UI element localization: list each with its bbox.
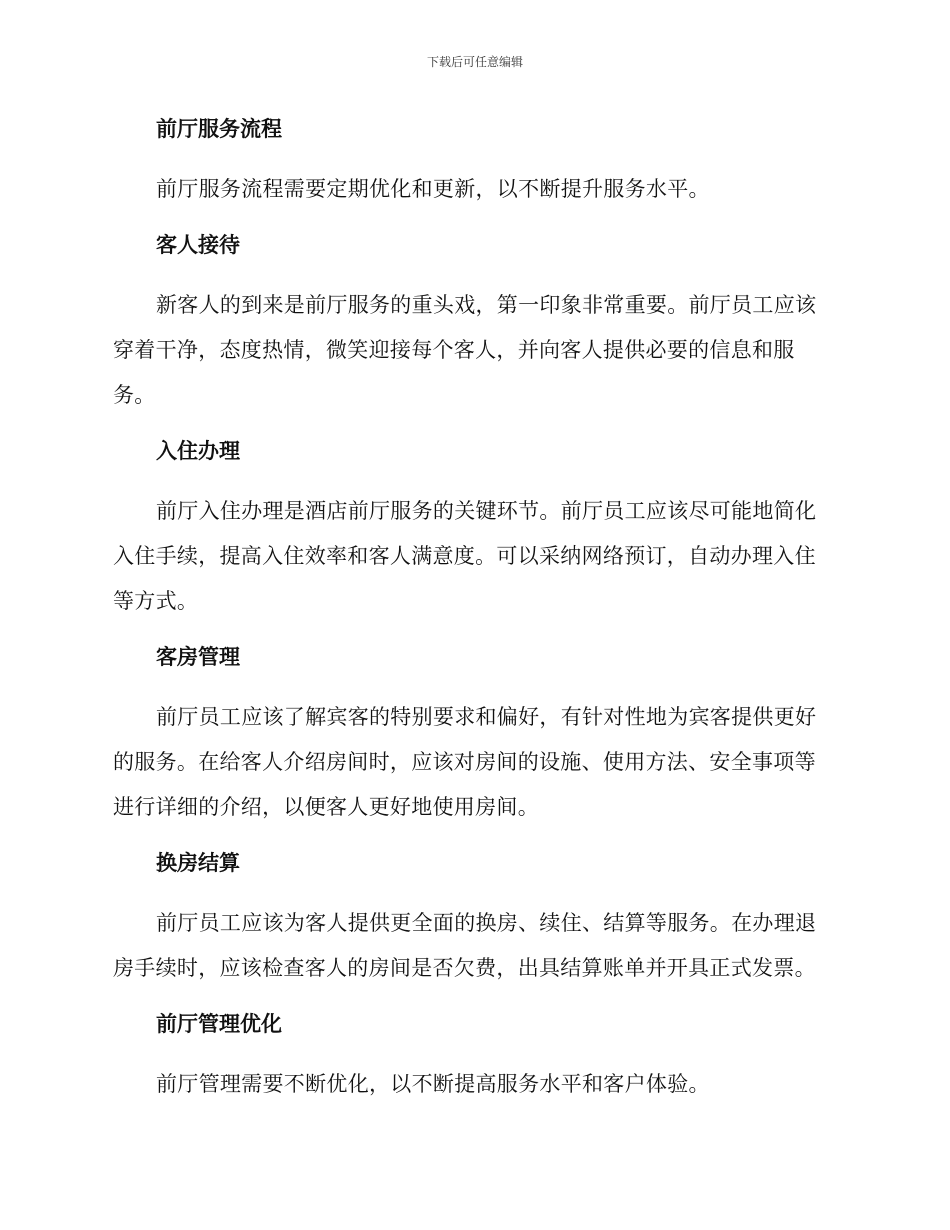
section-paragraph-check-in: 前厅入住办理是酒店前厅服务的关键环节。前厅员工应该尽可能地简化入住手续，提高入住效率和客人满意度。可以采纳网络预订，自动办理入住等方式。 <box>113 499 817 613</box>
page-header-note: 下载后可任意编辑 <box>426 55 523 69</box>
section-heading-room-management: 客房管理 <box>156 645 240 669</box>
section-paragraph-room-management: 前厅员工应该了解宾客的特别要求和偏好，有针对性地为宾客提供更好的服务。在给客人介绍房间时，应该对房间的设施、使用方法、安全事项等进行详细的介绍，以便客人更好地使用房间。 <box>113 705 817 819</box>
section-heading-guest-reception: 客人接待 <box>156 233 240 257</box>
section-paragraph-room-change-settlement: 前厅员工应该为客人提供更全面的换房、续住、结算等服务。在办理退房手续时，应该检查客人的房间是否欠费，出具结算账单并开具正式发票。 <box>113 911 817 980</box>
section-paragraph-management-optimization: 前厅管理需要不断优化，以不断提高服务水平和客户体验。 <box>156 1072 710 1096</box>
section-heading-management-optimization: 前厅管理优化 <box>156 1012 282 1036</box>
document-body <box>113 110 835 1121</box>
section-paragraph-guest-reception: 新客人的到来是前厅服务的重头戏，第一印象非常重要。前厅员工应该穿着干净，态度热情，微笑迎接每个客人，并向客人提供必要的信息和服务。 <box>113 293 817 407</box>
section-heading-room-change-settlement: 换房结算 <box>156 851 240 875</box>
section-heading-front-desk-process: 前厅服务流程 <box>156 117 282 141</box>
section-heading-check-in: 入住办理 <box>156 439 240 463</box>
section-paragraph-front-desk-process: 前厅服务流程需要定期优化和更新，以不断提升服务水平。 <box>156 177 710 201</box>
